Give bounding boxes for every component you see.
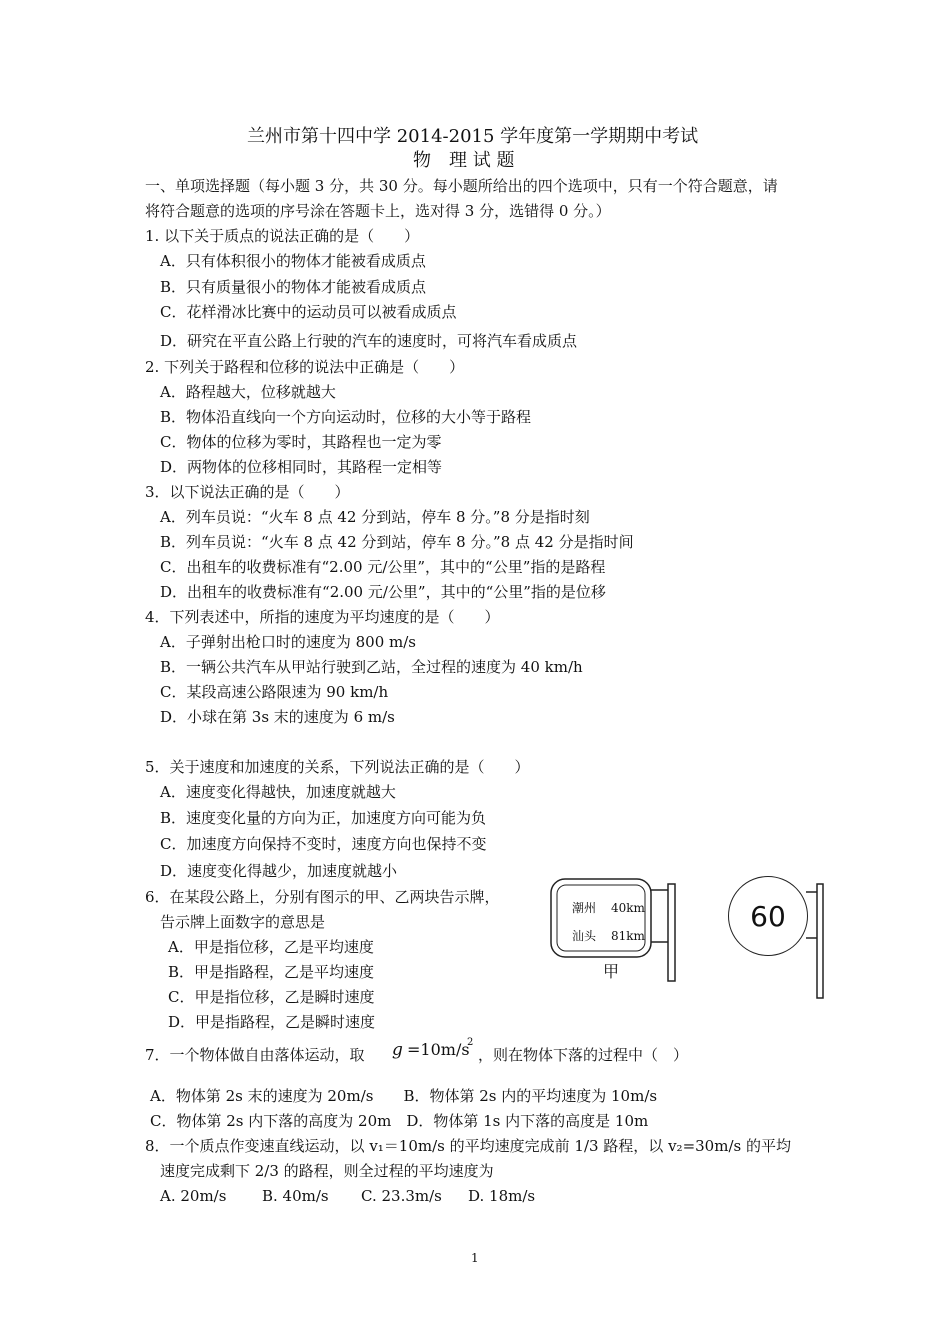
q6-option-a: A．甲是指位移，乙是平均速度 <box>168 938 374 956</box>
q7-g-value: =10m/s <box>407 1040 470 1059</box>
q4-option-d: D．小球在第 3s 末的速度为 6 m/s <box>160 708 395 726</box>
q6-stem-line2: 告示牌上面数字的意思是 <box>160 913 326 931</box>
page-number: 1 <box>471 1251 479 1265</box>
q6-option-d: D．甲是指路程，乙是瞬时速度 <box>168 1013 376 1031</box>
q4-option-a: A．子弹射出枪口时的速度为 800 m/s <box>160 633 416 651</box>
q5-option-c: C．加速度方向保持不变时，速度方向也保持不变 <box>160 835 487 853</box>
q5-option-a: A．速度变化得越快，加速度就越大 <box>160 783 396 801</box>
q4-option-c: C．某段高速公路限速为 90 km/h <box>160 683 389 701</box>
q1-option-a: A．只有体积很小的物体才能被看成质点 <box>160 252 426 270</box>
q8-stem-line1: 8．一个质点作变速直线运动，以 v₁＝10m/s 的平均速度完成前 1/3 路程，以 v₂=30m/s 的平均 <box>145 1137 791 1155</box>
sign-jia-dist1: 40km <box>611 901 645 915</box>
q2-option-b: B．物体沿直线向一个方向运动时，位移的大小等于路程 <box>160 408 532 426</box>
q7-stem-post: ，则在物体下落的过程中（ ） <box>478 1046 689 1064</box>
q8-option-b: B. 40m/s <box>262 1187 329 1205</box>
section-instructions-line2: 将符合题意的选项的序号涂在答题卡上，选对得 3 分，选错得 0 分。） <box>145 202 611 220</box>
q1-option-d: D．研究在平直公路上行驶的汽车的速度时，可将汽车看成质点 <box>160 332 578 350</box>
q6-stem-line1: 6．在某段公路上，分别有图示的甲、乙两块告示牌， <box>145 888 500 906</box>
q6-option-b: B．甲是指路程，乙是平均速度 <box>168 963 375 981</box>
q8-stem-line2: 速度完成剩下 2/3 的路程，则全过程的平均速度为 <box>160 1162 494 1180</box>
q1-stem: 1. 以下关于质点的说法正确的是（ ） <box>145 227 420 245</box>
q7-options-cd: C．物体第 2s 内下落的高度为 20m D．物体第 1s 内下落的高度是 10m <box>150 1112 649 1130</box>
q2-stem: 2. 下列关于路程和位移的说法中正确是（ ） <box>145 358 465 376</box>
sign-jia-city2: 汕头 <box>572 929 597 943</box>
q7-stem-pre: 7．一个物体做自由落体运动，取 <box>145 1046 365 1064</box>
q3-option-c: C．出租车的收费标准有“2.00 元/公里”，其中的“公里”指的是路程 <box>160 558 606 576</box>
q3-option-a: A．列车员说：“火车 8 点 42 分到站，停车 8 分。”8 分是指时刻 <box>160 508 590 526</box>
q5-option-b: B．速度变化量的方向为正，加速度方向可能为负 <box>160 809 487 827</box>
q4-stem: 4．下列表述中，所指的速度为平均速度的是（ ） <box>145 608 500 626</box>
exam-subtitle: 物 理 试 题 <box>413 150 515 171</box>
q4-option-b: B．一辆公共汽车从甲站行驶到乙站，全过程的速度为 40 km/h <box>160 658 583 676</box>
q2-option-a: A．路程越大，位移就越大 <box>160 383 336 401</box>
q5-option-d: D．速度变化得越少，加速度就越小 <box>160 862 398 880</box>
q7-g-exponent: 2 <box>467 1037 474 1048</box>
sign-jia-dist2: 81km <box>611 929 645 943</box>
q6-option-c: C．甲是指位移，乙是瞬时速度 <box>168 988 375 1006</box>
q8-option-c: C. 23.3m/s <box>361 1187 442 1205</box>
q3-option-d: D．出租车的收费标准有“2.00 元/公里”，其中的“公里”指的是位移 <box>160 583 606 601</box>
sign-yi-post <box>803 880 833 1002</box>
q1-option-c: C．花样滑冰比赛中的运动员可以被看成质点 <box>160 303 457 321</box>
sign-jia-city1: 潮州 <box>572 901 597 915</box>
q2-option-d: D．两物体的位移相同时，其路程一定相等 <box>160 458 443 476</box>
q7-options-ab: A．物体第 2s 末的速度为 20m/s B．物体第 2s 内的平均速度为 10m/s <box>150 1087 658 1105</box>
q3-option-b: B．列车员说：“火车 8 点 42 分到站，停车 8 分。”8 点 42 分是指时间 <box>160 533 634 551</box>
section-instructions-line1: 一、单项选择题（每小题 3 分，共 30 分。每小题所给出的四个选项中，只有一个符合题意，请 <box>145 177 778 195</box>
q3-stem: 3．以下说法正确的是（ ） <box>145 483 350 501</box>
q1-option-b: B．只有质量很小的物体才能被看成质点 <box>160 278 427 296</box>
sign-yi-speed-circle: 60 <box>728 876 808 956</box>
q8-option-a: A. 20m/s <box>160 1187 227 1205</box>
q5-stem: 5．关于速度和加速度的关系，下列说法正确的是（ ） <box>145 758 530 776</box>
q7-g-symbol: g <box>392 1040 403 1060</box>
q8-option-d: D. 18m/s <box>468 1187 536 1205</box>
exam-title: 兰州市第十四中学 2014-2015 学年度第一学期期中考试 <box>247 126 699 147</box>
q2-option-c: C．物体的位移为零时，其路程也一定为零 <box>160 433 442 451</box>
sign-jia-label: 甲 <box>603 962 620 981</box>
